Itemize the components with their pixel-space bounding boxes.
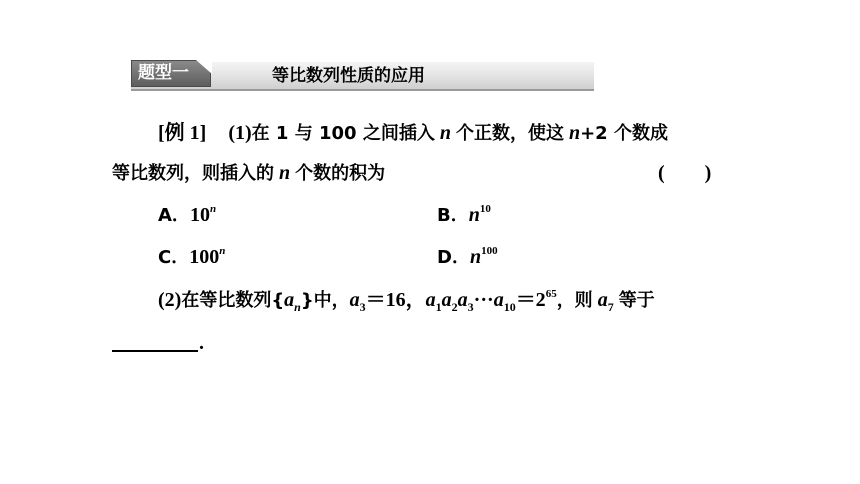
option-c[interactable] — [158, 244, 225, 271]
option-a[interactable] — [158, 202, 216, 229]
prod-a2: a — [441, 289, 452, 311]
prod-a1: a — [425, 289, 436, 311]
option-d-base: n — [469, 246, 482, 268]
var-n-3: n — [279, 162, 291, 184]
option-c-base: 100 — [189, 246, 220, 268]
answer-paren: ( ) — [658, 162, 712, 184]
option-a-exp: n — [209, 203, 217, 215]
part2-text-d: 等于 — [618, 290, 655, 311]
part2-an-sub: n — [294, 300, 301, 314]
question-line-2 — [112, 160, 385, 187]
prod-eq: ＝2 — [515, 289, 546, 311]
a3-var: a — [349, 289, 360, 311]
option-b-exp: 10 — [479, 203, 491, 215]
var-n: n — [439, 122, 451, 144]
prod-sub2: 2 — [451, 300, 458, 314]
option-a-label: A． — [158, 205, 190, 226]
option-c-exp: n — [219, 245, 226, 257]
part1-text-a: 在 1 与 100 之间插入 — [251, 123, 435, 144]
part2-an: a — [284, 289, 295, 311]
option-c-label: C． — [158, 247, 190, 268]
a3-sub: 3 — [359, 300, 366, 314]
option-a-base: 10 — [189, 204, 210, 226]
prod-a10: a — [493, 289, 504, 311]
prod-sub1: 1 — [435, 300, 442, 314]
option-b-base: n — [468, 204, 480, 226]
answer-blank[interactable] — [112, 350, 198, 352]
option-d-exp: 100 — [481, 245, 498, 257]
part1-text-c: +2 个数成 — [580, 123, 668, 144]
part1-line2-b: 个数的积为 — [295, 163, 386, 184]
prod-sub10: 10 — [503, 300, 516, 314]
var-n-2: n — [568, 122, 581, 144]
part1-line2-a: 等比数列，则插入的 — [112, 163, 274, 184]
prod-sub3: 3 — [467, 300, 474, 314]
prod-dots: ··· — [473, 289, 494, 311]
answer-blank-period: . — [199, 332, 204, 354]
a7-sub: 7 — [607, 300, 614, 314]
prod-a3: a — [457, 289, 468, 311]
section-tag: 题型一 — [131, 60, 211, 87]
part1-text-b: 个正数，使这 — [455, 123, 564, 144]
a7-var: a — [597, 289, 608, 311]
a3-eq: ＝16， — [365, 289, 426, 311]
question-line-part2 — [158, 287, 655, 314]
option-b-label: B． — [437, 205, 469, 226]
part2-text-b: }中， — [300, 290, 350, 311]
part2-text-a: 在等比数列{ — [181, 290, 285, 311]
example-label: [例 1] — [158, 122, 207, 144]
section-title: 等比数列性质的应用 — [272, 66, 425, 86]
option-b[interactable] — [437, 202, 491, 229]
part1-number: (1) — [228, 122, 252, 144]
option-d[interactable] — [437, 244, 498, 271]
question-line-1 — [158, 120, 668, 147]
option-d-label: D． — [437, 247, 470, 268]
part2-text-c: ，则 — [556, 290, 593, 311]
part2-number: (2) — [158, 289, 182, 311]
prod-exp: 65 — [545, 288, 557, 300]
